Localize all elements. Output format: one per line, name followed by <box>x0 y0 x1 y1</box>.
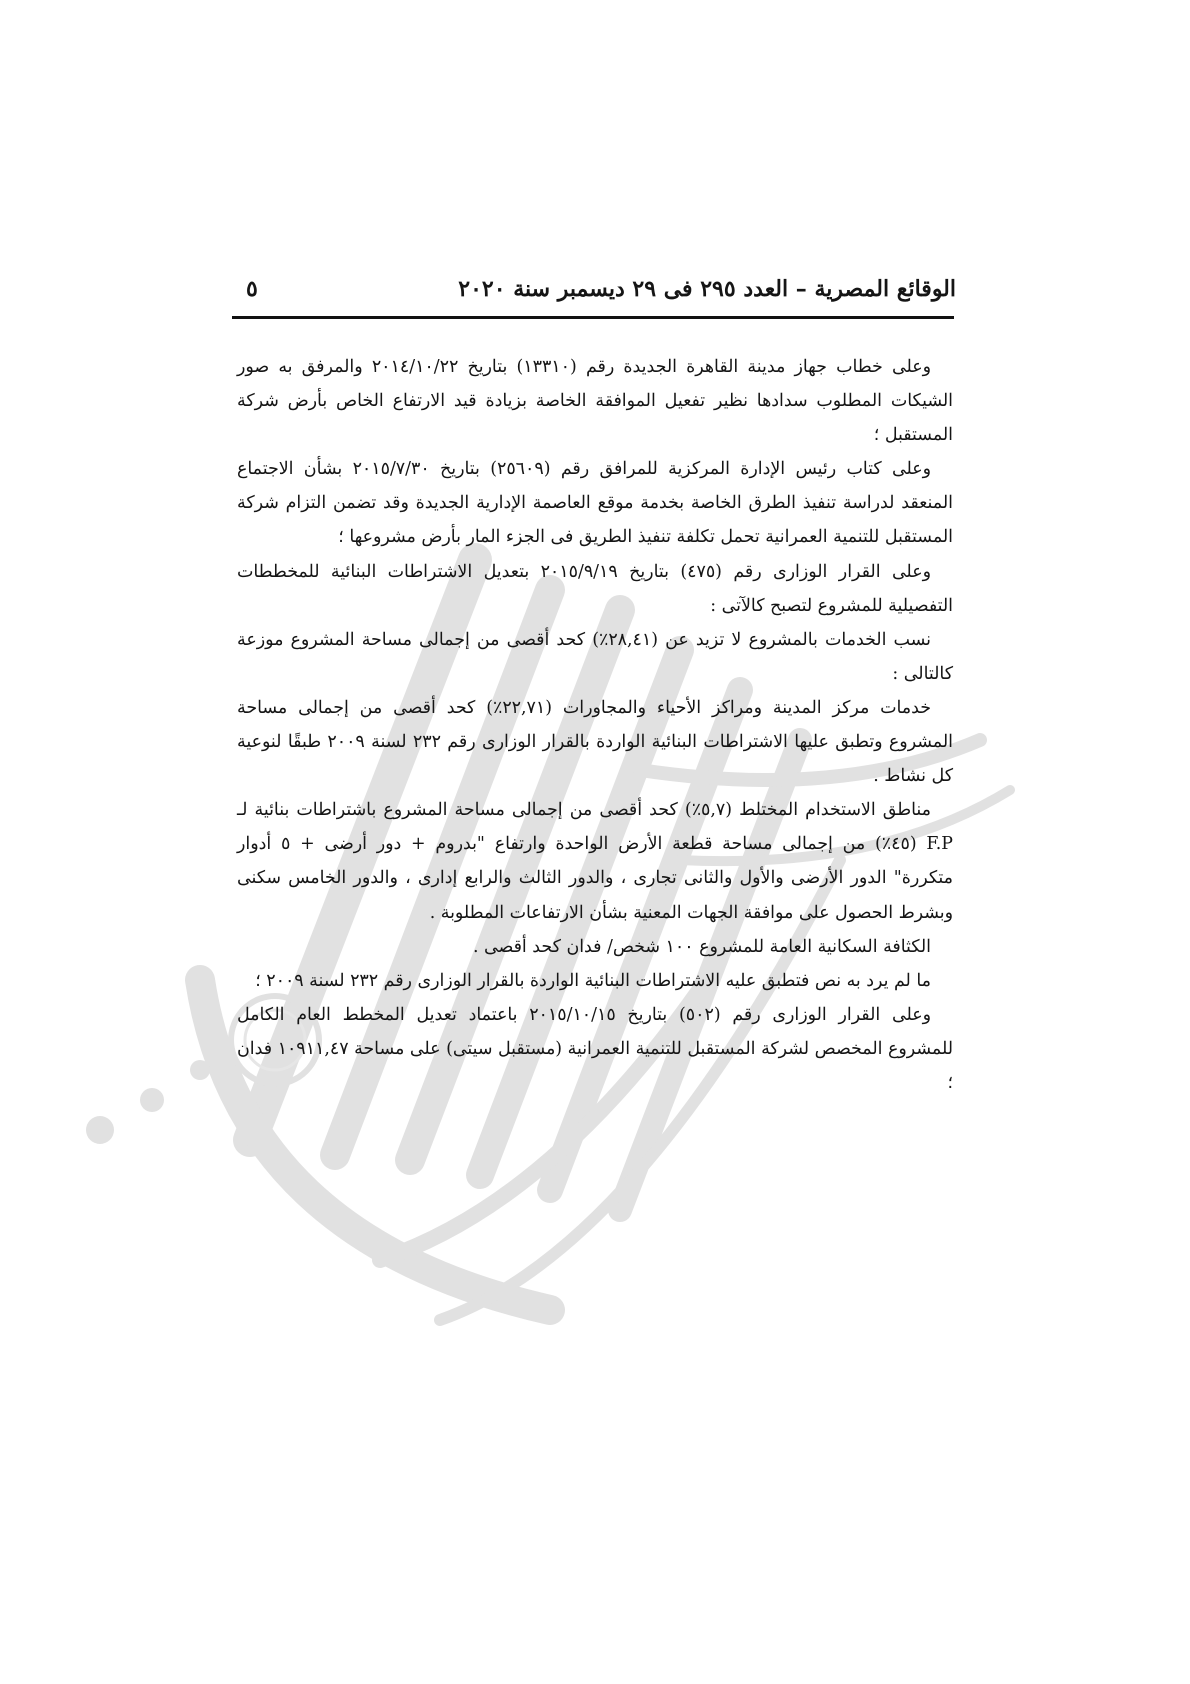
paragraph-mixed-use-zones: مناطق الاستخدام المختلط (٥,٧٪) كحد أقصى من إجمالى مساحة المشروع باشتراطات بنائية لـ F.P (٤٥٪) من إجمالى مساحة قطعة الأرض الواحدة وارتفاع "بدروم + دور أرضى + ٥ أدوار متكررة" الدور الأرضى والأول والثانى تجارى ، والدور الثالث والرابع إدارى ، والدور الخامس سكنى وبشرط الحصول على موافقة الجهات المعنية بشأن الارتفاعات المطلوبة . <box>237 800 953 923</box>
paragraph-utilities-letter: وعلى كتاب رئيس الإدارة المركزية للمرافق رقم (٢٥٦٠٩) بتاريخ ٢٠١٥/٧/٣٠ بشأن الاجتماع المنعقد لدراسة تنفيذ الطرق الخاصة بخدمة موقع العاصمة الإدارية الجديدة وقد تضمن التزام شركة المستقبل للتنمية العمرانية تحمل تكلفة تنفيذ الطريق فى الجزء المار بأرض مشروعها ؛ <box>237 459 953 548</box>
gazette-header-title: الوقائع المصرية – العدد ٢٩٥ فى ٢٩ ديسمبر سنة ٢٠٢٠ <box>458 276 956 302</box>
paragraph-population-density: الكثافة السكانية العامة للمشروع ١٠٠ شخص/ فدان كحد أقصى . <box>472 936 931 957</box>
paragraph-decree-502: وعلى القرار الوزارى رقم (٥٠٢) بتاريخ ٢٠١٥/١٠/١٥ باعتماد تعديل المخطط العام الكامل للمشروع المخصص لشركة المستقبل للتنمية العمرانية (مستقبل سيتى) على مساحة ١٠٩١١,٤٧ فدان ؛ <box>237 1004 954 1093</box>
page-number: ٥ <box>246 276 258 302</box>
paragraph-cairo-letter: وعلى خطاب جهاز مدينة القاهرة الجديدة رقم (١٣٣١٠) بتاريخ ٢٠١٤/١٠/٢٢ والمرفق به صور الشيكات المطلوب سدادها نظير تفعيل الموافقة الخاصة بزيادة قيد الارتفاع الخاص بأرض شركة المستقبل ؛ <box>237 357 953 446</box>
paragraph-default-regulations: ما لم يرد به نص فتطبق عليه الاشتراطات البنائية الواردة بالقرار الوزارى رقم ٢٣٢ لسنة ٢٠٠٩ ؛ <box>255 970 931 991</box>
paragraph-decree-475: وعلى القرار الوزارى رقم (٤٧٥) بتاريخ ٢٠١٥/٩/١٩ بتعديل الاشتراطات البنائية للمخططات التفصيلية للمشروع لتصبح كالآتى : <box>237 561 953 616</box>
page-header <box>232 252 956 308</box>
header-divider <box>232 316 954 319</box>
paragraph-services-ratio: نسب الخدمات بالمشروع لا تزيد عن (٢٨,٤١٪) كحد أقصى من إجمالى مساحة المشروع موزعة كالتالى : <box>237 629 953 684</box>
paragraph-city-center-services: خدمات مركز المدينة ومراكز الأحياء والمجاورات (٢٢,٧١٪) كحد أقصى من إجمالى مساحة المشروع وتطبق عليها الاشتراطات البنائية الواردة بالقرار الوزارى رقم ٢٣٢ لسنة ٢٠٠٩ طبقًا لنوعية كل نشاط . <box>237 697 953 787</box>
decree-body <box>237 350 953 1100</box>
